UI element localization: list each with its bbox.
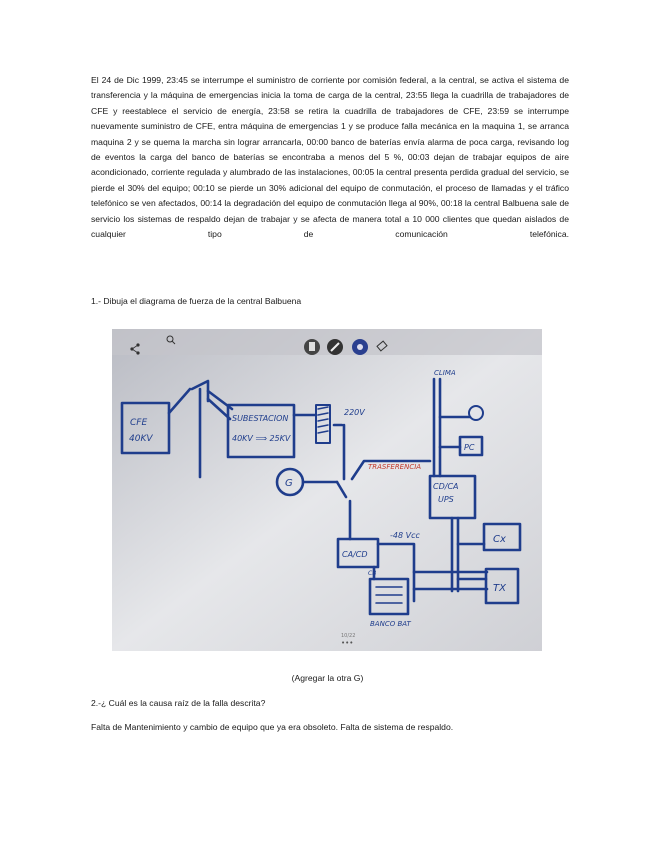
substation-voltage: 40KV ⟹ 25KV (232, 434, 291, 443)
transformer-voltage: 220V (344, 408, 365, 417)
more-dots[interactable]: ••• (341, 639, 354, 647)
answer-2: Falta de Mantenimiento y cambio de equipo que ya era obsoleto. Falta de sistema de respaldo. (91, 722, 454, 732)
ups-label-2: UPS (438, 495, 454, 504)
cacd-label: CA/CD (342, 550, 368, 559)
power-diagram-photo (112, 329, 542, 651)
cx-label: Cx (493, 534, 506, 545)
figure-caption: (Agregar la otra G) (291, 673, 364, 683)
brush-icon[interactable] (304, 339, 320, 355)
substation-label: SUBESTACION (232, 414, 289, 423)
transfer-label: TRASFERENCIA (368, 463, 422, 471)
tx-label: TX (493, 583, 506, 594)
color-picker-icon[interactable] (352, 339, 368, 355)
pen-icon[interactable] (327, 339, 343, 355)
question-2: 2.-¿ Cuál es la causa raíz de la falla descrita? (91, 698, 266, 708)
battery-label: BANCO BAT (370, 620, 411, 628)
incident-paragraph: El 24 de Dic 1999, 23:45 se interrumpe el suministro de corriente por comisión federal, a la central, se activa el sistema de transferencia y la máquina de emergencias inicia la toma de carga de la central, 23:55 llega la cuadrilla de trabajadores de CFE y reestablece el servicio de energía, 23:58 se retira la cuadrilla de trabajadores de CFE, 23:59 se interrumpe nuevamente suministro de CFE, entra máquina de emergencias 1 y se produce falla mecánica en la maquina 1, se arranca maquina 2 y se quema la marcha sin lograr arrancarla, 00:00 banco de baterías envía alarma de poca carga, revisando log de eventos la carga del banco de baterías se encontraba a menos del 5 %, 00:03 dejan de trabajar equipos de aire acondicionado, corriente regulada y alumbrado de las instalaciones, 00:05 la central presenta perdida gradual del servicio, se pierde el 30% del equipo; 00:10 se pierde un 30% adicional del equipo de conmutación, el proceso de llamadas y el tráfico telefónico se ven afectados, 00:14 la degradación del equipo de conmutación llega al 90%, 00:18 la central Balbuena sale de servicio los sistemas de respaldo dejan de trabajar y se afecta de manera total a 10 000 clientes que quedan aislados de cualquier tipo de comunicación telefónica. (91, 75, 569, 240)
ups-label-1: CD/CA (433, 482, 459, 491)
clima-label: CLIMA (434, 369, 456, 377)
pc-label: PC (464, 443, 475, 452)
vcc-label: -48 Vcc (390, 531, 420, 540)
cfe-label: CFE (130, 418, 148, 428)
cfe-voltage: 40KV (129, 434, 153, 444)
cb-label: CB (368, 570, 377, 577)
generator-label: G (285, 478, 293, 489)
question-1: 1.- Dibuja el diagrama de fuerza de la central Balbuena (91, 296, 302, 306)
page-indicator: 10/22 (341, 633, 356, 639)
